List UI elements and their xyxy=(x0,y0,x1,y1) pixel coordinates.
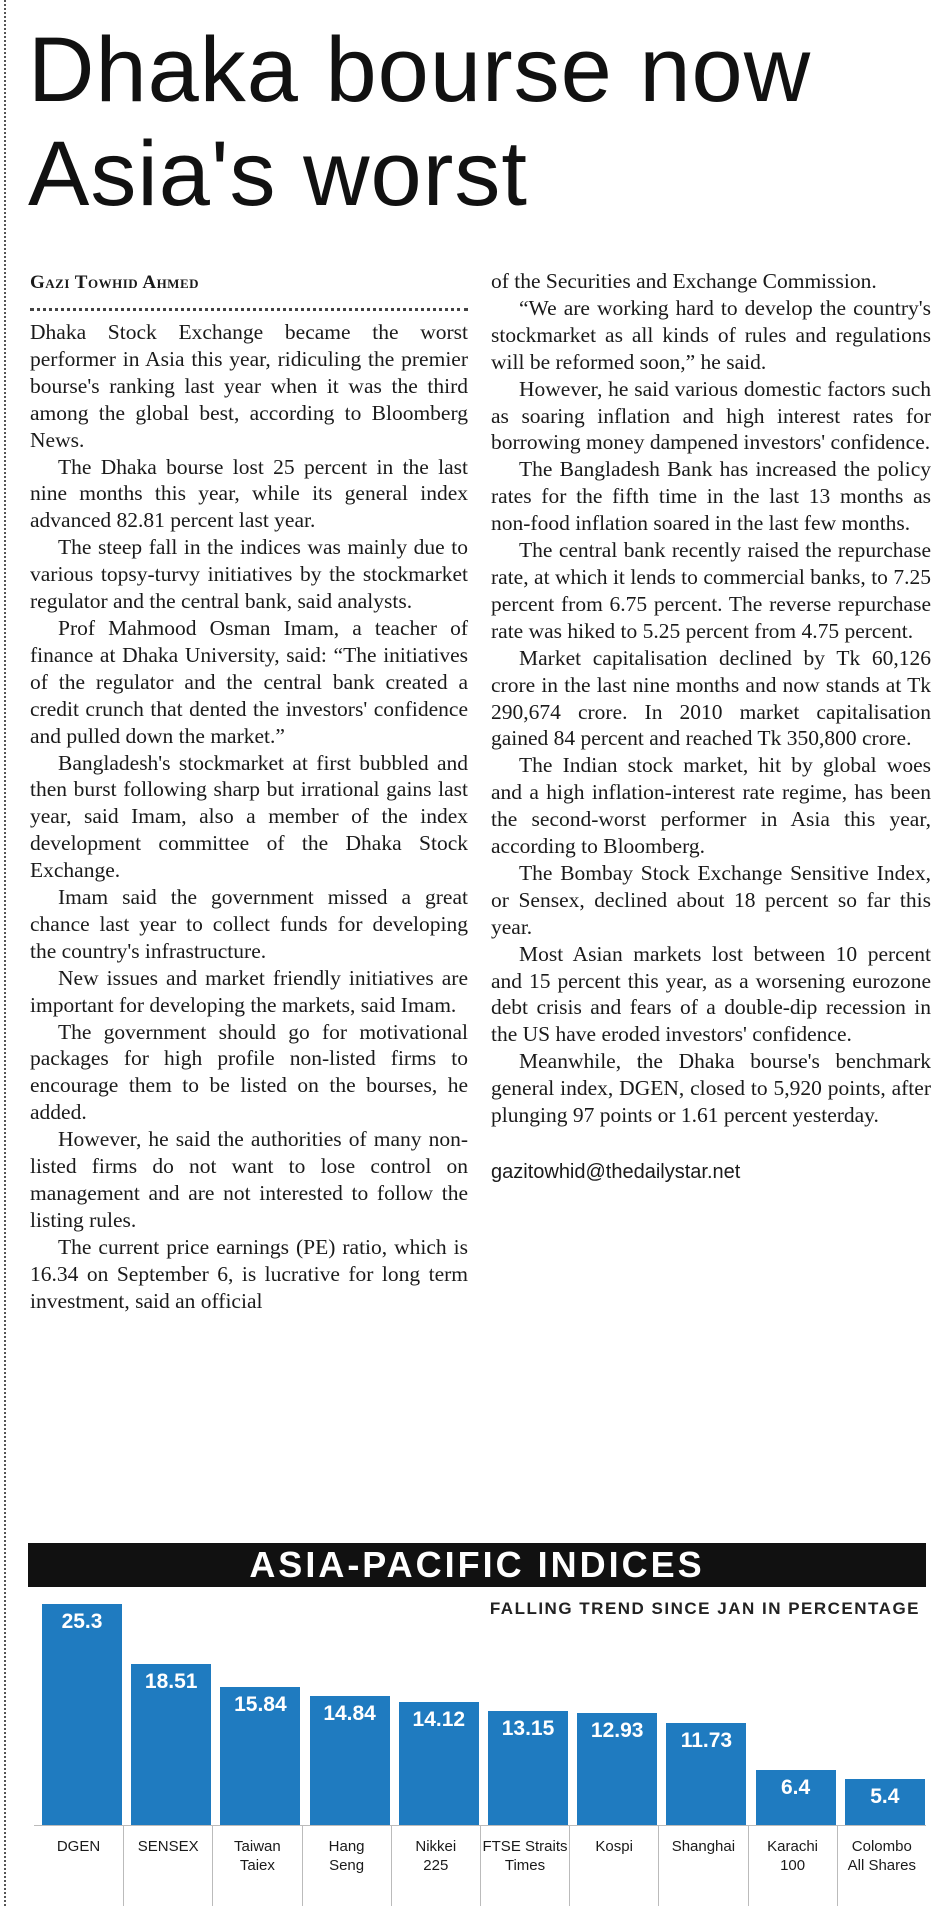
bar-category-label xyxy=(391,1826,480,1906)
bar-category-label xyxy=(837,1826,926,1906)
article-column-right xyxy=(491,268,931,1186)
article-paragraph: Imam said the government missed a great chance last year to collect funds for developing the country's infrastructure. xyxy=(30,885,468,963)
x-axis-line xyxy=(34,1825,926,1826)
article-paragraph: Prof Mahmood Osman Imam, a teacher of finance at Dhaka University, said: “The initiatives of the regulator and the central bank created a credit crunch that dented the investors' confidence and pulled down the market.” xyxy=(30,615,468,748)
bar-category-label xyxy=(212,1826,301,1906)
category-label-line: Hang xyxy=(328,1838,365,1855)
article-paragraph: The Bombay Stock Exchange Sensitive Index, or Sensex, declined about 18 percent so far this year. xyxy=(491,860,931,939)
byline-divider xyxy=(30,308,468,311)
headline xyxy=(28,18,928,226)
category-label-line: 100 xyxy=(780,1857,806,1874)
article-paragraph: However, he said the authorities of many non-listed firms do not want to lose control on management and are not interested to follow the listing rules. xyxy=(30,1127,468,1232)
category-label-line: Kospi xyxy=(595,1838,633,1855)
bar-category-label xyxy=(569,1826,658,1906)
article-paragraph: The Indian stock market, hit by global woes and a high inflation-interest rate regime, has been the second-worst performer in Asia this year, according to Bloomberg. xyxy=(491,753,931,859)
article-paragraph: The government should go for motivational packages for high profile non-listed firms to encourage them to be listed on the bourses, he added. xyxy=(30,1019,468,1125)
bar-value-label: 25.3 xyxy=(61,1610,103,1633)
bar-category-label xyxy=(302,1826,391,1906)
category-label-line: 225 xyxy=(423,1857,449,1874)
article-paragraph: Bangladesh's stockmarket at first bubbled and then burst following sharp but irrational gains last year, said Imam, also a member of the index development committee of the Dhaka Stock Exchange. xyxy=(30,750,468,883)
category-label-line: FTSE Straits xyxy=(482,1838,568,1855)
bar-value-label: 5.4 xyxy=(870,1785,900,1808)
article-paragraph: Dhaka Stock Exchange became the worst performer in Asia this year, ridiculing the premier bourse's ranking last year when it was the third among the global best, according to Bloomberg News. xyxy=(30,320,468,452)
bar-value-label: 18.51 xyxy=(144,1670,198,1693)
bar xyxy=(488,1711,568,1826)
article-paragraph: The Dhaka bourse lost 25 percent in the last nine months this year, while its general index advanced 82.81 percent last year. xyxy=(30,454,468,533)
category-label-line: DGEN xyxy=(56,1838,101,1855)
bar xyxy=(577,1713,657,1826)
headline-line-1: Dhaka bourse now xyxy=(28,19,812,121)
article-paragraph: The steep fall in the indices was mainly due to various topsy-turvy initiatives by the stockmarket regulator and the central bank, said analysts. xyxy=(30,535,468,614)
bar-slot xyxy=(748,1589,837,1906)
bar-value-label: 12.93 xyxy=(590,1719,644,1742)
bar-slot xyxy=(837,1589,926,1906)
category-label-line: Times xyxy=(504,1857,546,1874)
bar xyxy=(220,1687,300,1826)
category-label-line: Shanghai xyxy=(671,1838,736,1855)
byline: Gazi Towhid Ahmed xyxy=(30,272,200,293)
bar-value-label: 14.84 xyxy=(323,1702,376,1725)
bar-value-label: 14.12 xyxy=(412,1708,466,1731)
bar xyxy=(399,1702,479,1826)
article-paragraph: The Bangladesh Bank has increased the policy rates for the fifth time in the last 13 months as non-food inflation soared in the last few months. xyxy=(491,457,931,536)
bar-slot xyxy=(480,1589,569,1906)
right-paragraphs xyxy=(491,268,931,1129)
category-label-line: Taiwan xyxy=(234,1838,281,1855)
category-label-line: SENSEX xyxy=(137,1838,199,1855)
bar-slot xyxy=(34,1589,123,1906)
bar-slot xyxy=(391,1589,480,1906)
category-label-line: Nikkei xyxy=(415,1838,457,1855)
article-paragraph: “We are working hard to develop the country's stockmarket as all kinds of rules and regulations will be reformed soon,” he said. xyxy=(491,295,931,374)
bar xyxy=(666,1723,746,1826)
bar xyxy=(845,1779,925,1826)
bar-category-label xyxy=(34,1826,123,1906)
author-email: gazitowhid@thedailystar.net xyxy=(491,1161,741,1183)
bar xyxy=(310,1696,390,1826)
category-label-line: Seng xyxy=(329,1857,365,1874)
headline-line-2: Asia's worst xyxy=(28,123,528,225)
bar-category-label xyxy=(480,1826,569,1906)
bar-slot xyxy=(302,1589,391,1906)
article-paragraph: Meanwhile, the Dhaka bourse's benchmark general index, DGEN, closed to 5,920 points, after plunging 97 points or 1.61 percent yesterday. xyxy=(491,1049,931,1128)
article-paragraph: However, he said various domestic factors such as soaring inflation and high interest rates for borrowing money dampened investors' confidence. xyxy=(491,376,931,455)
left-paragraphs xyxy=(30,319,468,1315)
bar-category-label xyxy=(658,1826,747,1906)
bar-value-label: 11.73 xyxy=(680,1729,733,1752)
bar-value-label: 15.84 xyxy=(234,1693,287,1716)
category-label-line: Karachi xyxy=(767,1838,819,1855)
bar-category-label xyxy=(123,1826,212,1906)
bar-slot xyxy=(569,1589,658,1906)
bar xyxy=(131,1664,211,1826)
article-column-left xyxy=(30,268,468,1315)
left-dotted-border xyxy=(4,0,6,1906)
bar-value-label: 6.4 xyxy=(780,1776,811,1799)
category-label-line: Taiex xyxy=(239,1857,275,1874)
article-paragraph: New issues and market friendly initiatives are important for developing the markets, said Imam. xyxy=(30,965,468,1017)
bar-slot xyxy=(212,1589,301,1906)
bar xyxy=(756,1770,836,1826)
article-paragraph: Market capitalisation declined by Tk 60,126 crore in the last nine months and now stands at Tk 290,674 crore. In 2010 market capitalisation gained 84 percent and reached Tk 350,800 crore. xyxy=(491,645,931,751)
article-paragraph: The current price earnings (PE) ratio, which is 16.34 on September 6, is lucrative for long term investment, said an official xyxy=(30,1234,468,1313)
bar-value-label: 13.15 xyxy=(501,1717,555,1740)
chart-title: ASIA-PACIFIC INDICES xyxy=(28,1543,926,1587)
chart-subtitle: FALLING TREND SINCE JAN IN PERCENTAGE xyxy=(489,1599,920,1618)
category-label-line: All Shares xyxy=(847,1857,916,1874)
asia-pacific-indices-chart xyxy=(28,1543,926,1906)
bar-slot xyxy=(658,1589,747,1906)
bar xyxy=(42,1604,122,1826)
bar-category-label xyxy=(748,1826,837,1906)
bar-slot xyxy=(123,1589,212,1906)
article-paragraph: of the Securities and Exchange Commission. xyxy=(491,269,877,293)
article-paragraph: The central bank recently raised the repurchase rate, at which it lends to commercial banks, to 7.25 percent from 6.75 percent. The reverse repurchase rate was hiked to 5.25 percent from 4.75 percent. xyxy=(491,538,931,643)
article-paragraph: Most Asian markets lost between 10 percent and 15 percent this year, as a worsening eurozone debt crisis and fears of a double-dip recession in the US have eroded investors' confidence. xyxy=(491,941,931,1047)
category-label-line: Colombo xyxy=(851,1838,912,1855)
